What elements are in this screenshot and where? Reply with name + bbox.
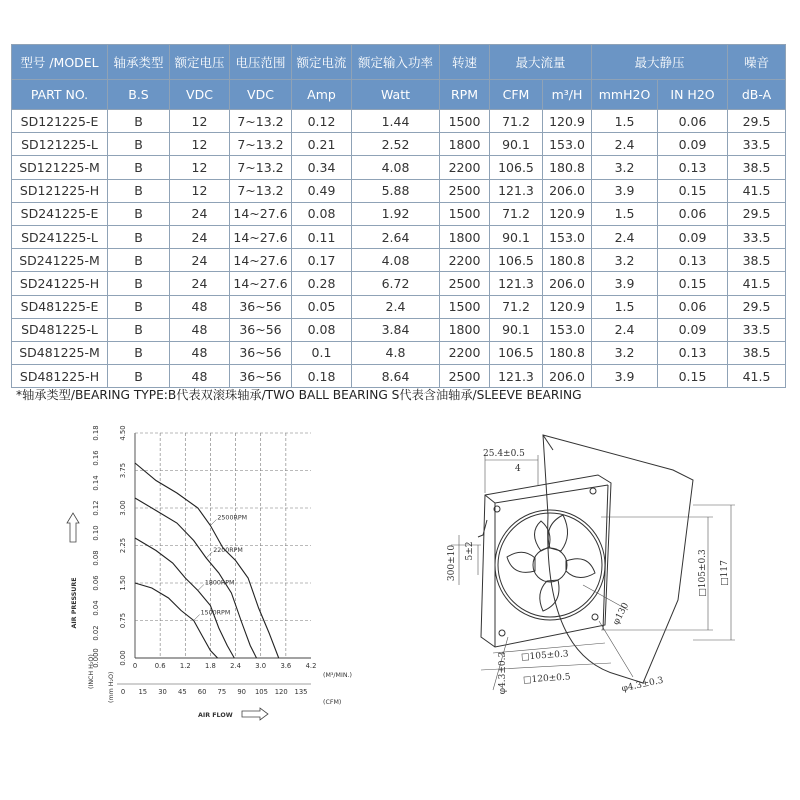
table-cell: B (108, 202, 170, 225)
dim-hole-dia-right: φ4.3±0.3 (620, 675, 665, 695)
part-number-cell: SD481225-M (12, 341, 108, 364)
y-unit-inch: (INCH H₂O) (88, 654, 95, 689)
table-cell: 71.2 (490, 202, 543, 225)
series-label: 2200RPM (213, 547, 243, 554)
lead-wire (478, 520, 487, 537)
header-speed: 转速 (440, 45, 490, 80)
fan-blade (566, 559, 595, 578)
table-cell: 2500 (440, 179, 490, 202)
x-tick-cfm: 120 (274, 688, 288, 696)
header-max-airflow: 最大流量 (490, 45, 592, 80)
table-cell: 0.18 (292, 365, 352, 388)
table-cell: 0.09 (658, 225, 728, 248)
x-tick-cfm: 90 (237, 688, 246, 696)
dim-strip: 5±2 (465, 541, 475, 561)
table-cell: 90.1 (490, 225, 543, 248)
table-cell: 12 (170, 110, 230, 133)
x-tick-cfm: 45 (178, 688, 187, 696)
table-cell: 14~27.6 (230, 202, 292, 225)
table-cell: 38.5 (728, 249, 786, 272)
table-cell: 2.64 (352, 225, 440, 248)
table-cell: 206.0 (543, 272, 592, 295)
table-cell: 48 (170, 365, 230, 388)
table-cell: 0.15 (658, 179, 728, 202)
table-cell: 0.1 (292, 341, 352, 364)
table-cell: 48 (170, 341, 230, 364)
dim-guard-dia: φ130 (611, 601, 632, 627)
table-cell: 0.06 (658, 110, 728, 133)
table-cell: 7~13.2 (230, 133, 292, 156)
table-row (12, 179, 786, 202)
table-cell: 0.21 (292, 133, 352, 156)
part-number-cell: SD121225-E (12, 110, 108, 133)
table-cell: 1.92 (352, 202, 440, 225)
x-axis-title: AIR FLOW (198, 712, 233, 719)
x-tick-m3min: 1.2 (179, 662, 191, 670)
table-cell: B (108, 110, 170, 133)
x-axis-arrow (242, 708, 268, 720)
chart-grid (135, 433, 311, 658)
table-cell: 24 (170, 202, 230, 225)
part-number-cell: SD241225-E (12, 202, 108, 225)
y-tick-inch: 0.02 (92, 625, 100, 641)
table-cell: B (108, 272, 170, 295)
table-cell: 48 (170, 295, 230, 318)
x-unit-cfm: (CFM) (323, 699, 342, 706)
x-tick-m3min: 1.8 (205, 662, 216, 670)
table-cell: 0.34 (292, 156, 352, 179)
table-cell: 0.13 (658, 341, 728, 364)
y-tick-inch: 0.14 (92, 475, 100, 491)
spec-table (11, 44, 786, 388)
table-cell: 0.09 (658, 133, 728, 156)
x-tick-m3min: 3.0 (255, 662, 267, 670)
x-tick-cfm: 30 (158, 688, 167, 696)
y-tick-inch: 0.16 (92, 450, 100, 466)
dimension-labels (447, 449, 730, 694)
dim-lead-length: 300±10 (447, 544, 457, 582)
table-cell: 14~27.6 (230, 249, 292, 272)
x-ticks-cfm (117, 684, 311, 696)
table-cell: 1.5 (592, 110, 658, 133)
table-cell: 0.13 (658, 156, 728, 179)
table-cell: 1500 (440, 295, 490, 318)
table-row (12, 156, 786, 179)
y-tick-mm: 0.75 (119, 612, 127, 629)
x-tick-m3min: 3.6 (280, 662, 292, 670)
table-cell: 4.8 (352, 341, 440, 364)
table-cell: 3.9 (592, 179, 658, 202)
table-cell: 0.06 (658, 202, 728, 225)
table-cell: 0.08 (292, 318, 352, 341)
y-tick-mm: 4.50 (119, 425, 127, 441)
part-number-cell: SD481225-H (12, 365, 108, 388)
y-axis-title: AIR PRESSURE (71, 577, 78, 629)
table-cell: 5.88 (352, 179, 440, 202)
series-label-leader (210, 520, 216, 526)
table-cell: 4.08 (352, 249, 440, 272)
y-tick-mm: 1.50 (119, 575, 127, 591)
table-cell: 0.11 (292, 225, 352, 248)
table-cell: 0.12 (292, 110, 352, 133)
x-tick-m3min: 0.6 (154, 662, 166, 670)
table-row (12, 110, 786, 133)
table-cell: 0.49 (292, 179, 352, 202)
dim-frame-size: □120±0.5 (522, 672, 571, 686)
table-cell: 153.0 (543, 318, 592, 341)
series-label-leader (206, 552, 212, 558)
table-cell: 120.9 (543, 110, 592, 133)
table-cell: 7~13.2 (230, 110, 292, 133)
dim-hole-pitch-v: □105±0.3 (698, 549, 708, 597)
x-tick-m3min: 4.2 (305, 662, 317, 670)
part-number-cell: SD481225-E (12, 295, 108, 318)
y-unit-mm: (mm H₂O) (108, 671, 115, 703)
table-cell: 180.8 (543, 249, 592, 272)
header-model: 型号 /MODEL (12, 45, 108, 80)
table-cell: 14~27.6 (230, 225, 292, 248)
table-cell: B (108, 225, 170, 248)
pq-curve-2 (135, 538, 234, 658)
table-cell: 38.5 (728, 341, 786, 364)
unit-inh2o: IN H2O (658, 80, 728, 110)
unit-watt: Watt (352, 80, 440, 110)
unit-vdc: VDC (170, 80, 230, 110)
y-tick-inch: 0.18 (92, 425, 100, 441)
table-cell: 36~56 (230, 365, 292, 388)
table-cell: 3.2 (592, 156, 658, 179)
table-cell: 48 (170, 318, 230, 341)
table-cell: 71.2 (490, 295, 543, 318)
y-tick-inch: 0.000 (92, 648, 100, 668)
part-number-cell: SD241225-M (12, 249, 108, 272)
y-tick-mm: 0.00 (119, 650, 127, 666)
table-cell: 1800 (440, 133, 490, 156)
bearing-footnote: *轴承类型/BEARING TYPE:B代表双滚珠轴承/TWO BALL BEARING S代表含油轴承/SLEEVE BEARING (16, 388, 582, 402)
table-cell: 33.5 (728, 318, 786, 341)
table-row (12, 202, 786, 225)
table-cell: 29.5 (728, 110, 786, 133)
table-cell: 0.13 (658, 249, 728, 272)
table-cell: 1.5 (592, 295, 658, 318)
table-cell: 4.08 (352, 156, 440, 179)
table-cell: 12 (170, 156, 230, 179)
y-axis-arrow (67, 513, 79, 542)
table-cell: 0.05 (292, 295, 352, 318)
table-cell: 120.9 (543, 295, 592, 318)
table-header-row (12, 45, 786, 80)
table-cell: 1500 (440, 110, 490, 133)
unit-cfm: CFM (490, 80, 543, 110)
table-cell: 2200 (440, 249, 490, 272)
unit-bs: B.S (108, 80, 170, 110)
pq-chart (55, 425, 395, 725)
unit-vdc-range: VDC (230, 80, 292, 110)
x-tick-m3min: 0 (132, 662, 138, 670)
table-cell: B (108, 156, 170, 179)
dim-guard-size: □117 (720, 560, 730, 586)
header-rated-current: 额定电流 (292, 45, 352, 80)
table-cell: 180.8 (543, 156, 592, 179)
header-voltage-range: 电压范围 (230, 45, 292, 80)
x-tick-cfm: 135 (294, 688, 308, 696)
table-cell: 8.64 (352, 365, 440, 388)
y-ticks-mm (119, 425, 127, 665)
part-number-cell: SD121225-H (12, 179, 108, 202)
table-cell: 36~56 (230, 318, 292, 341)
series-label-leader (198, 585, 204, 591)
table-row (12, 225, 786, 248)
unit-m3h: m³/H (543, 80, 592, 110)
table-cell: B (108, 318, 170, 341)
table-cell: 41.5 (728, 179, 786, 202)
table-cell: 36~56 (230, 295, 292, 318)
x-tick-cfm: 60 (197, 688, 207, 696)
y-ticks-inch (92, 425, 100, 667)
y-tick-mm: 3.00 (119, 500, 127, 516)
x-unit-m3min: (M³/MIN.) (323, 672, 352, 679)
table-row (12, 295, 786, 318)
y-tick-mm: 2.25 (119, 537, 127, 554)
fan-blade (548, 515, 567, 551)
table-cell: B (108, 249, 170, 272)
table-cell: 121.3 (490, 365, 543, 388)
y-tick-inch: 0.08 (92, 550, 100, 566)
pq-curve-1 (135, 498, 257, 658)
y-tick-inch: 0.10 (92, 525, 100, 541)
table-cell: 2200 (440, 341, 490, 364)
x-tick-cfm: 0 (120, 688, 126, 696)
pq-curve-0 (135, 463, 279, 658)
unit-rpm: RPM (440, 80, 490, 110)
fan-frame (481, 475, 611, 647)
series-label: 1500RPM (200, 609, 231, 617)
table-cell: 90.1 (490, 133, 543, 156)
table-unit-row (12, 80, 786, 110)
y-tick-mm: 3.75 (119, 462, 127, 479)
table-cell: 36~56 (230, 341, 292, 364)
table-cell: 1800 (440, 318, 490, 341)
table-cell: 29.5 (728, 295, 786, 318)
x-tick-m3min: 2.4 (230, 662, 241, 670)
table-cell: 206.0 (543, 179, 592, 202)
table-cell: 2.4 (352, 295, 440, 318)
x-tick-cfm: 75 (217, 688, 227, 696)
table-cell: 7~13.2 (230, 179, 292, 202)
table-cell: 38.5 (728, 156, 786, 179)
table-cell: 41.5 (728, 272, 786, 295)
table-cell: B (108, 179, 170, 202)
y-tick-inch: 0.06 (92, 575, 100, 591)
part-number-cell: SD481225-L (12, 318, 108, 341)
table-cell: 2500 (440, 365, 490, 388)
table-cell: 0.17 (292, 249, 352, 272)
table-cell: 33.5 (728, 225, 786, 248)
part-number-cell: SD241225-L (12, 225, 108, 248)
table-cell: 71.2 (490, 110, 543, 133)
part-number-cell: SD241225-H (12, 272, 108, 295)
series-label: 2500RPM (217, 514, 248, 522)
table-cell: 3.2 (592, 341, 658, 364)
table-cell: 90.1 (490, 318, 543, 341)
table-row (12, 318, 786, 341)
table-cell: 14~27.6 (230, 272, 292, 295)
header-rated-voltage: 额定电压 (170, 45, 230, 80)
series-label-leader (194, 615, 200, 621)
table-cell: 206.0 (543, 365, 592, 388)
table-cell: 2500 (440, 272, 490, 295)
table-cell: 7~13.2 (230, 156, 292, 179)
table-row (12, 272, 786, 295)
table-cell: 0.08 (292, 202, 352, 225)
part-number-cell: SD121225-M (12, 156, 108, 179)
table-cell: 2200 (440, 156, 490, 179)
table-row (12, 341, 786, 364)
table-cell: 0.09 (658, 318, 728, 341)
table-cell: 3.9 (592, 272, 658, 295)
table-cell: 1500 (440, 202, 490, 225)
table-cell: B (108, 133, 170, 156)
table-row (12, 249, 786, 272)
x-tick-cfm: 15 (138, 688, 148, 696)
y-tick-inch: 0.04 (92, 600, 100, 616)
table-cell: 33.5 (728, 133, 786, 156)
unit-dba: dB-A (728, 80, 786, 110)
table-row (12, 365, 786, 388)
fan-blade (507, 552, 535, 572)
table-cell: 3.84 (352, 318, 440, 341)
table-cell: 24 (170, 225, 230, 248)
x-ticks-m3min (133, 662, 317, 670)
table-cell: 3.2 (592, 249, 658, 272)
table-cell: 106.5 (490, 156, 543, 179)
table-cell: 1800 (440, 225, 490, 248)
table-cell: 2.52 (352, 133, 440, 156)
header-noise: 噪音 (728, 45, 786, 80)
table-cell: 121.3 (490, 272, 543, 295)
header-bearing: 轴承类型 (108, 45, 170, 80)
table-cell: 2.4 (592, 225, 658, 248)
unit-mmh2o: mmH2O (592, 80, 658, 110)
table-cell: 153.0 (543, 133, 592, 156)
dim-flange: 4 (515, 464, 521, 474)
table-cell: 12 (170, 133, 230, 156)
table-cell: 120.9 (543, 202, 592, 225)
unit-amp: Amp (292, 80, 352, 110)
part-number-cell: SD121225-L (12, 133, 108, 156)
table-cell: 24 (170, 272, 230, 295)
table-cell: 6.72 (352, 272, 440, 295)
table-cell: 3.9 (592, 365, 658, 388)
header-max-pressure: 最大静压 (592, 45, 728, 80)
table-cell: 29.5 (728, 202, 786, 225)
series-label: 1800RPM (204, 579, 235, 587)
table-cell: 0.15 (658, 272, 728, 295)
table-cell: 106.5 (490, 249, 543, 272)
table-cell: 0.06 (658, 295, 728, 318)
table-cell: B (108, 295, 170, 318)
unit-part-no: PART NO. (12, 80, 108, 110)
table-cell: 2.4 (592, 133, 658, 156)
table-cell: 106.5 (490, 341, 543, 364)
pq-curves (135, 463, 279, 658)
x-tick-cfm: 105 (254, 688, 268, 696)
table-cell: 2.4 (592, 318, 658, 341)
table-cell: 153.0 (543, 225, 592, 248)
table-cell: B (108, 365, 170, 388)
fan-dimension-drawing (423, 425, 753, 725)
y-tick-inch: 0.12 (92, 500, 100, 516)
table-row (12, 133, 786, 156)
header-input-power: 额定输入功率 (352, 45, 440, 80)
table-cell: 0.15 (658, 365, 728, 388)
table-cell: B (108, 341, 170, 364)
table-cell: 41.5 (728, 365, 786, 388)
table-cell: 1.44 (352, 110, 440, 133)
dim-hole-dia-left: φ4.3±0.3 (498, 651, 508, 695)
table-cell: 12 (170, 179, 230, 202)
dim-hole-pitch-h: □105±0.3 (520, 649, 569, 663)
table-cell: 24 (170, 249, 230, 272)
table-cell: 0.28 (292, 272, 352, 295)
table-cell: 121.3 (490, 179, 543, 202)
table-cell: 180.8 (543, 341, 592, 364)
dim-depth: 25.4±0.5 (483, 449, 525, 459)
table-cell: 1.5 (592, 202, 658, 225)
